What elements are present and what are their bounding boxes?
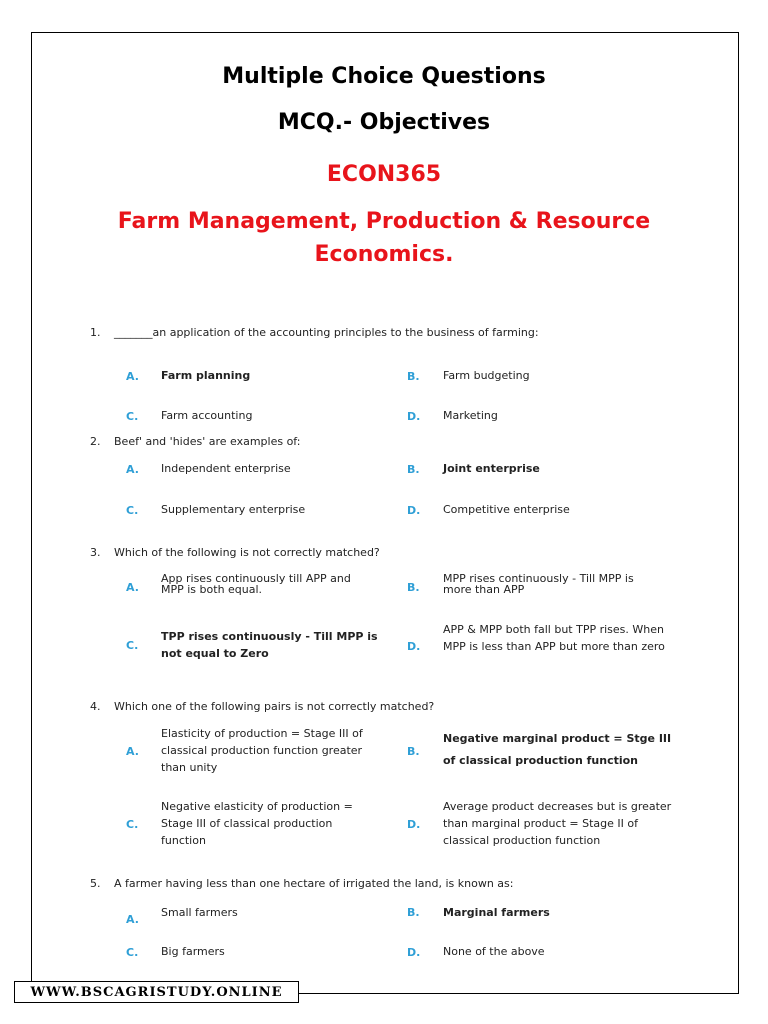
option-letter-d: D. <box>407 640 421 653</box>
question-number: 4. <box>90 700 101 713</box>
option-a: Small farmers <box>161 906 238 919</box>
course-name-line-2: Economics. <box>314 242 454 267</box>
option-letter-b: B. <box>407 745 420 758</box>
option-b: Marginal farmers <box>443 906 550 919</box>
option-b: Farm budgeting <box>443 369 530 382</box>
option-letter-b: B. <box>407 581 420 594</box>
option-c: Supplementary enterprise <box>161 503 306 516</box>
option-b: Joint enterprise <box>443 462 540 475</box>
option-letter-d: D. <box>407 946 421 959</box>
option-d: Competitive enterprise <box>443 503 570 516</box>
question-text: A farmer having less than one hectare of irrigated the land, is known as: <box>114 877 514 890</box>
option-a: Independent enterprise <box>161 462 291 475</box>
option-letter-c: C. <box>126 410 139 423</box>
question-number: 5. <box>90 877 101 890</box>
website-link[interactable]: WWW.BSCAGRISTUDY.ONLINE <box>14 981 299 1003</box>
option-letter-b: B. <box>407 370 420 383</box>
option-letter-c: C. <box>126 504 139 517</box>
option-letter-b: B. <box>407 906 420 919</box>
option-letter-c: C. <box>126 946 139 959</box>
question-text: _______an application of the accounting principles to the business of farming: <box>114 326 539 339</box>
course-name-line-1: Farm Management, Production & Resource <box>117 209 651 234</box>
option-letter-b: B. <box>407 463 420 476</box>
question-1 <box>90 326 539 339</box>
option-c: Farm accounting <box>161 409 253 422</box>
question-text: Which one of the following pairs is not correctly matched? <box>114 700 435 713</box>
question-number: 1. <box>90 326 101 339</box>
option-c: Big farmers <box>161 945 225 958</box>
option-c: Negative elasticity of production = Stage III of classical production function <box>161 800 353 847</box>
option-a: Elasticity of production = Stage III of classical production function greater than unity <box>161 727 363 774</box>
option-letter-d: D. <box>407 504 421 517</box>
course-code: ECON365 <box>326 162 442 187</box>
page-subtitle: MCQ.- Objectives <box>277 110 491 135</box>
option-d: Marketing <box>443 409 498 422</box>
option-a: Farm planning <box>161 369 251 382</box>
option-d: Average product decreases but is greater than marginal product = Stage II of classical production function <box>443 800 672 847</box>
page-title: Multiple Choice Questions <box>222 64 546 89</box>
option-letter-a: A. <box>126 581 139 594</box>
option-letter-c: C. <box>126 818 139 831</box>
question-text: Which of the following is not correctly matched? <box>114 546 380 559</box>
question-text: Beef' and 'hides' are examples of: <box>114 435 301 448</box>
question-number: 2. <box>90 435 101 448</box>
option-d: None of the above <box>443 945 545 958</box>
option-d: APP & MPP both fall but TPP rises. When MPP is less than APP but more than zero <box>443 623 665 653</box>
option-letter-a: A. <box>126 913 139 926</box>
question-4 <box>90 700 434 713</box>
option-letter-d: D. <box>407 818 421 831</box>
option-letter-d: D. <box>407 410 421 423</box>
course-name <box>0 205 768 271</box>
option-letter-c: C. <box>126 639 139 652</box>
option-letter-a: A. <box>126 745 139 758</box>
option-letter-a: A. <box>126 463 139 476</box>
question-number: 3. <box>90 546 101 559</box>
question-5 <box>90 877 513 890</box>
option-b: MPP rises continuously - Till MPP is more than APP <box>443 572 634 596</box>
option-letter-a: A. <box>126 370 139 383</box>
option-b: Negative marginal product = Stge III of classical production function <box>443 732 672 767</box>
question-2 <box>90 435 301 448</box>
option-c: TPP rises continuously - Till MPP is not equal to Zero <box>161 630 378 660</box>
option-a: App rises continuously till APP and MPP is both equal. <box>161 572 351 596</box>
question-3 <box>90 546 380 559</box>
